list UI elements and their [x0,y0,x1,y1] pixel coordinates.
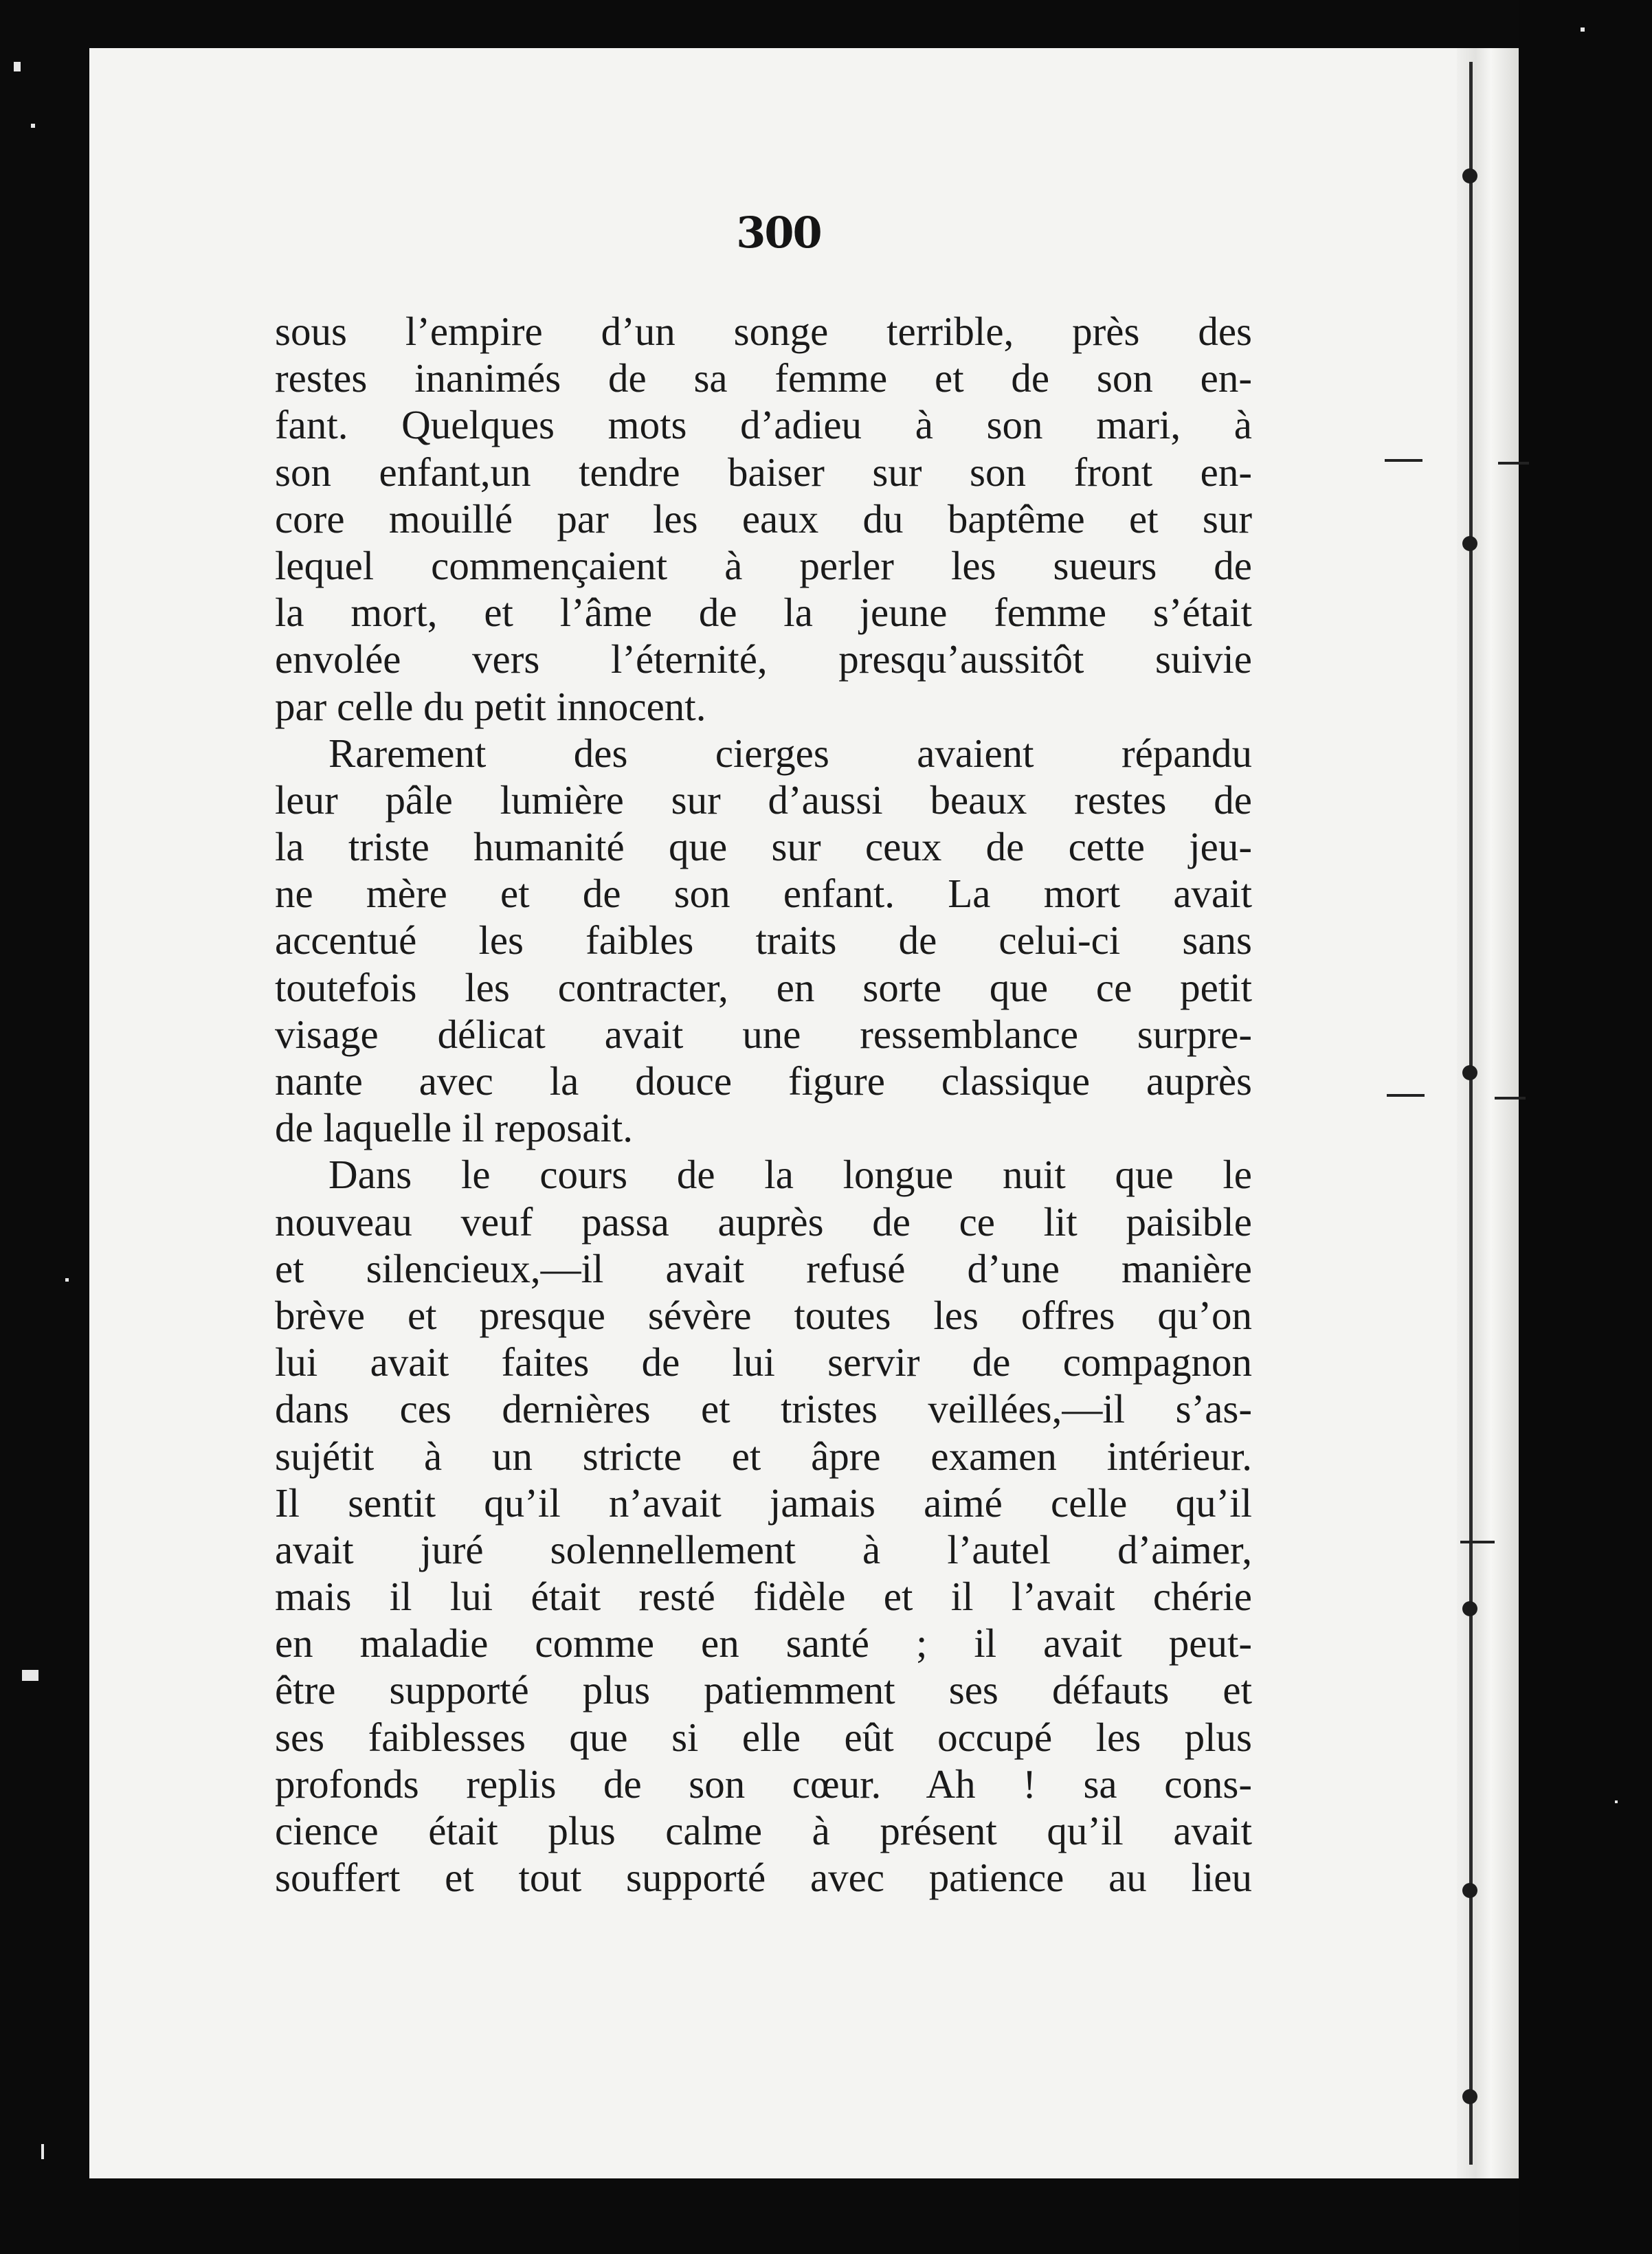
binding-thread [1385,459,1422,462]
text-line: Rarement des cierges avaient répandu [328,730,1252,776]
dust-speck [14,62,21,71]
binding-thread [1498,462,1529,465]
text-line: toutefois les contracter, en sorte que ce petit [275,964,1252,1010]
binding-gutter [1457,48,1519,2178]
binding-thread [1387,1094,1425,1097]
text-line: lui avait faites de lui servir de compagnon [275,1339,1252,1385]
text-line: nante avec la douce figure classique auprès [275,1058,1252,1104]
text-line: profonds replis de son cœur. Ah ! sa cons- [275,1761,1252,1807]
text-line: par celle du petit innocent. [275,683,706,729]
text-line: souffert et tout supporté avec patience au lieu [275,1855,1252,1901]
text-line: envolée vers l’éternité, presqu’aussitôt suivie [275,636,1252,682]
text-line: fant. Quelques mots d’adieu à son mari, à [275,402,1252,448]
dust-speck [1615,1800,1618,1803]
text-line: restes inanimés de sa femme et de son en- [275,355,1252,401]
text-line: ne mère et de son enfant. La mort avait [275,871,1252,917]
text-line: son enfant,un tendre baiser sur son front en- [275,449,1252,495]
body-text [275,308,1252,1901]
text-line: sujétit à un stricte et âpre examen intérieur. [275,1433,1252,1479]
text-line: leur pâle lumière sur d’aussi beaux restes de [275,777,1252,823]
binding-stitch [1462,536,1477,551]
dust-speck [1581,27,1585,32]
binding-stitch [1462,1601,1477,1616]
text-line: en maladie comme en santé ; il avait peut- [275,1620,1252,1666]
text-line: de laquelle il reposait. [275,1105,633,1151]
dust-speck [41,2144,44,2159]
binding-stitch [1462,1065,1477,1080]
text-line: être supporté plus patiemment ses défauts et [275,1667,1252,1713]
dust-speck [31,124,35,128]
text-line: brève et presque sévère toutes les offres qu’on [275,1292,1252,1338]
text-line: mais il lui était resté fidèle et il l’avait chérie [275,1574,1252,1620]
text-line: Dans le cours de la longue nuit que le [328,1152,1252,1198]
text-line: ses faiblesses que si elle eût occupé les plus [275,1714,1252,1760]
text-line: sous l’empire d’un songe terrible, près des [275,309,1252,354]
scan-border-right [1519,0,1652,2254]
binding-thread [1460,1541,1495,1543]
text-line: nouveau veuf passa auprès de ce lit paisible [275,1198,1252,1245]
dust-speck [65,1278,69,1282]
text-line: accentué les faibles traits de celui-ci sans [275,917,1252,963]
binding-stitch [1462,168,1477,183]
text-line: et silencieux,—il avait refusé d’une manière [275,1245,1252,1291]
binding-stitch [1462,2089,1477,2104]
page-number: 300 [736,208,821,258]
binding-stitch [1462,1883,1477,1898]
text-line: cience était plus calme à présent qu’il avait [275,1808,1252,1853]
binding-thread [1495,1097,1526,1100]
text-line: la mort, et l’âme de la jeune femme s’était [275,590,1252,636]
dust-speck [22,1670,38,1681]
text-line: avait juré solennellement à l’autel d’aimer, [275,1526,1252,1572]
text-line: core mouillé par les eaux du baptême et sur [275,495,1252,542]
text-line: visage délicat avait une ressemblance surpre- [275,1011,1252,1057]
text-line: dans ces dernières et tristes veillées,—il s’as- [275,1386,1252,1432]
text-line: la triste humanité que sur ceux de cette jeu- [275,824,1252,870]
text-line: lequel commençaient à perler les sueurs de [275,542,1252,588]
binding-crease [1469,62,1473,2165]
text-line: Il sentit qu’il n’avait jamais aimé celle qu’il [275,1480,1252,1526]
